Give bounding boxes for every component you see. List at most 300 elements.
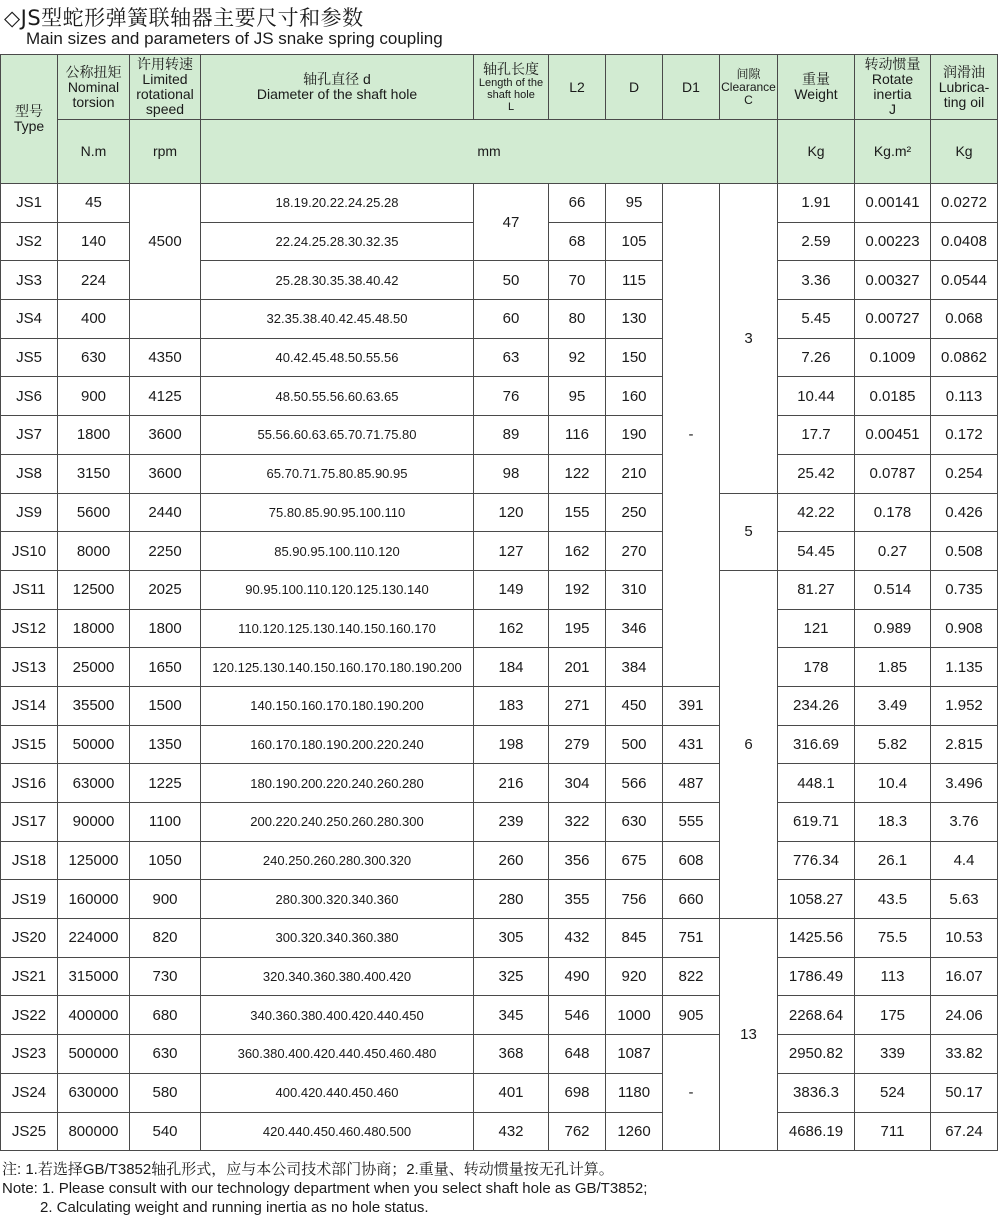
cell-dia: 180.190.200.220.240.260.280 xyxy=(201,764,474,803)
cell-d1: 487 xyxy=(663,764,720,803)
cell-type: JS3 xyxy=(1,261,58,300)
cell-oil: 33.82 xyxy=(931,1035,998,1074)
cell-j: 5.82 xyxy=(855,725,931,764)
cell-type: JS20 xyxy=(1,919,58,958)
cell-len: 149 xyxy=(474,570,549,609)
cell-l2: 92 xyxy=(549,338,606,377)
cell-d: 1000 xyxy=(606,996,663,1035)
cell-type: JS14 xyxy=(1,686,58,725)
cell-d1: 555 xyxy=(663,803,720,842)
cell-speed: 900 xyxy=(130,880,201,919)
cell-w: 1786.49 xyxy=(778,957,855,996)
note-en-2: 2. Calculating weight and running inertia as no hole status. xyxy=(40,1199,429,1216)
cell-w: 54.45 xyxy=(778,532,855,571)
cell-d: 190 xyxy=(606,416,663,455)
cell-type: JS16 xyxy=(1,764,58,803)
cell-w: 7.26 xyxy=(778,338,855,377)
cell-type: JS4 xyxy=(1,300,58,339)
spec-table xyxy=(0,54,998,1151)
cell-w: 316.69 xyxy=(778,725,855,764)
cell-d: 270 xyxy=(606,532,663,571)
cell-l2: 271 xyxy=(549,686,606,725)
cell-torsion: 800000 xyxy=(58,1112,130,1151)
cell-dia: 25.28.30.35.38.40.42 xyxy=(201,261,474,300)
cell-oil: 3.496 xyxy=(931,764,998,803)
cell-speed: 2440 xyxy=(130,493,201,532)
cell-d: 500 xyxy=(606,725,663,764)
cell-len: 127 xyxy=(474,532,549,571)
cell-dia: 360.380.400.420.440.450.460.480 xyxy=(201,1035,474,1074)
cell-torsion: 630 xyxy=(58,338,130,377)
cell-type: JS25 xyxy=(1,1112,58,1151)
cell-j: 1.85 xyxy=(855,648,931,687)
table-row xyxy=(1,377,998,416)
cell-speed: 2250 xyxy=(130,532,201,571)
cell-j: 0.00223 xyxy=(855,222,931,261)
cell-d: 160 xyxy=(606,377,663,416)
cell-dia: 140.150.160.170.180.190.200 xyxy=(201,686,474,725)
cell-speed: 580 xyxy=(130,1073,201,1112)
table-row xyxy=(1,880,998,919)
cell-speed: 3600 xyxy=(130,454,201,493)
cell-d: 1260 xyxy=(606,1112,663,1151)
table-row xyxy=(1,338,998,377)
header-l2: L2 xyxy=(549,55,606,120)
cell-d: 105 xyxy=(606,222,663,261)
cell-d1: 751 xyxy=(663,919,720,958)
cell-oil: 16.07 xyxy=(931,957,998,996)
cell-d1: - xyxy=(663,1035,720,1151)
cell-speed: 2025 xyxy=(130,570,201,609)
cell-len: 432 xyxy=(474,1112,549,1151)
cell-l2: 116 xyxy=(549,416,606,455)
cell-j: 18.3 xyxy=(855,803,931,842)
cell-torsion: 900 xyxy=(58,377,130,416)
cell-j: 0.0787 xyxy=(855,454,931,493)
cell-type: JS12 xyxy=(1,609,58,648)
cell-speed: 680 xyxy=(130,996,201,1035)
cell-speed: 820 xyxy=(130,919,201,958)
cell-torsion: 500000 xyxy=(58,1035,130,1074)
cell-w: 2268.64 xyxy=(778,996,855,1035)
cell-oil: 0.0544 xyxy=(931,261,998,300)
cell-torsion: 125000 xyxy=(58,841,130,880)
cell-dia: 340.360.380.400.420.440.450 xyxy=(201,996,474,1035)
cell-w: 3836.3 xyxy=(778,1073,855,1112)
cell-speed: 4350 xyxy=(130,338,201,377)
cell-oil: 3.76 xyxy=(931,803,998,842)
header-diameter: 轴孔直径 d Diameter of the shaft hole xyxy=(201,55,474,120)
cell-j: 175 xyxy=(855,996,931,1035)
table-body xyxy=(1,184,998,1151)
table-row xyxy=(1,686,998,725)
unit-mm: mm xyxy=(201,120,778,184)
cell-type: JS7 xyxy=(1,416,58,455)
cell-dia: 240.250.260.280.300.320 xyxy=(201,841,474,880)
cell-j: 0.0185 xyxy=(855,377,931,416)
cell-w: 448.1 xyxy=(778,764,855,803)
cell-len: 63 xyxy=(474,338,549,377)
notes xyxy=(2,1160,647,1217)
cell-oil: 0.254 xyxy=(931,454,998,493)
cell-torsion: 3150 xyxy=(58,454,130,493)
cell-w: 1425.56 xyxy=(778,919,855,958)
cell-d: 845 xyxy=(606,919,663,958)
cell-l2: 546 xyxy=(549,996,606,1035)
cell-j: 0.00327 xyxy=(855,261,931,300)
cell-d: 675 xyxy=(606,841,663,880)
cell-type: JS11 xyxy=(1,570,58,609)
cell-w: 1.91 xyxy=(778,184,855,223)
cell-type: JS22 xyxy=(1,996,58,1035)
note-en-1: Note: 1. Please consult with our technology department when you select shaft hole as GB/T3852; xyxy=(2,1180,648,1197)
cell-oil: 0.172 xyxy=(931,416,998,455)
cell-len: 401 xyxy=(474,1073,549,1112)
table-row xyxy=(1,454,998,493)
cell-torsion: 63000 xyxy=(58,764,130,803)
cell-type: JS21 xyxy=(1,957,58,996)
cell-d1: 660 xyxy=(663,880,720,919)
note-zh: 注: 1.若选择GB/T3852轴孔形式，应与本公司技术部门协商；2.重量、转动惯量按无孔计算。 xyxy=(2,1161,614,1178)
cell-dia: 160.170.180.190.200.220.240 xyxy=(201,725,474,764)
cell-w: 2950.82 xyxy=(778,1035,855,1074)
cell-oil: 0.0272 xyxy=(931,184,998,223)
cell-type: JS10 xyxy=(1,532,58,571)
table-row xyxy=(1,841,998,880)
cell-j: 0.00451 xyxy=(855,416,931,455)
header-length: 轴孔长度 Length of the shaft hole L xyxy=(474,55,549,120)
cell-oil: 0.0408 xyxy=(931,222,998,261)
table-row xyxy=(1,957,998,996)
cell-torsion: 224000 xyxy=(58,919,130,958)
cell-c: 5 xyxy=(720,493,778,570)
cell-d: 210 xyxy=(606,454,663,493)
table-row xyxy=(1,184,998,223)
cell-type: JS1 xyxy=(1,184,58,223)
cell-j: 10.4 xyxy=(855,764,931,803)
cell-type: JS13 xyxy=(1,648,58,687)
cell-torsion: 8000 xyxy=(58,532,130,571)
cell-torsion: 1800 xyxy=(58,416,130,455)
cell-l2: 432 xyxy=(549,919,606,958)
cell-c: 6 xyxy=(720,570,778,918)
cell-speed: 730 xyxy=(130,957,201,996)
cell-c: 13 xyxy=(720,919,778,1151)
header-weight: 重量 Weight xyxy=(778,55,855,120)
header-type: 型号 Type xyxy=(1,55,58,184)
cell-d: 1087 xyxy=(606,1035,663,1074)
cell-w: 17.7 xyxy=(778,416,855,455)
cell-d: 566 xyxy=(606,764,663,803)
cell-d1: 905 xyxy=(663,996,720,1035)
cell-len: 345 xyxy=(474,996,549,1035)
cell-len: 305 xyxy=(474,919,549,958)
cell-l2: 192 xyxy=(549,570,606,609)
cell-type: JS8 xyxy=(1,454,58,493)
cell-torsion: 400 xyxy=(58,300,130,339)
cell-len: 162 xyxy=(474,609,549,648)
cell-d1: - xyxy=(663,184,720,687)
cell-l2: 762 xyxy=(549,1112,606,1151)
unit-weight: Kg xyxy=(778,120,855,184)
cell-len: 260 xyxy=(474,841,549,880)
cell-oil: 4.4 xyxy=(931,841,998,880)
cell-len: 216 xyxy=(474,764,549,803)
table-row xyxy=(1,300,998,339)
cell-l2: 648 xyxy=(549,1035,606,1074)
cell-l2: 201 xyxy=(549,648,606,687)
cell-torsion: 35500 xyxy=(58,686,130,725)
cell-torsion: 45 xyxy=(58,184,130,223)
cell-w: 81.27 xyxy=(778,570,855,609)
table-row xyxy=(1,996,998,1035)
cell-type: JS15 xyxy=(1,725,58,764)
cell-len: 368 xyxy=(474,1035,549,1074)
cell-j: 0.514 xyxy=(855,570,931,609)
cell-len: 239 xyxy=(474,803,549,842)
table-row xyxy=(1,725,998,764)
cell-type: JS18 xyxy=(1,841,58,880)
cell-j: 0.27 xyxy=(855,532,931,571)
cell-dia: 320.340.360.380.400.420 xyxy=(201,957,474,996)
cell-torsion: 160000 xyxy=(58,880,130,919)
page-title-zh: ◇JS型蛇形弹簧联轴器主要尺寸和参数 xyxy=(4,6,364,30)
cell-c: 3 xyxy=(720,184,778,494)
cell-w: 3.36 xyxy=(778,261,855,300)
cell-dia: 300.320.340.360.380 xyxy=(201,919,474,958)
cell-speed: 3600 xyxy=(130,416,201,455)
cell-l2: 355 xyxy=(549,880,606,919)
cell-j: 0.00727 xyxy=(855,300,931,339)
cell-type: JS17 xyxy=(1,803,58,842)
cell-len: 280 xyxy=(474,880,549,919)
cell-l2: 356 xyxy=(549,841,606,880)
header-d: D xyxy=(606,55,663,120)
cell-torsion: 630000 xyxy=(58,1073,130,1112)
cell-l2: 95 xyxy=(549,377,606,416)
cell-l2: 279 xyxy=(549,725,606,764)
cell-speed: 1350 xyxy=(130,725,201,764)
cell-j: 3.49 xyxy=(855,686,931,725)
cell-w: 619.71 xyxy=(778,803,855,842)
cell-d: 346 xyxy=(606,609,663,648)
cell-d: 115 xyxy=(606,261,663,300)
header-inertia: 转动惯量 Rotate inertia J xyxy=(855,55,931,120)
cell-d: 920 xyxy=(606,957,663,996)
cell-torsion: 25000 xyxy=(58,648,130,687)
cell-dia: 18.19.20.22.24.25.28 xyxy=(201,184,474,223)
cell-l2: 66 xyxy=(549,184,606,223)
cell-torsion: 224 xyxy=(58,261,130,300)
cell-oil: 24.06 xyxy=(931,996,998,1035)
cell-d: 756 xyxy=(606,880,663,919)
cell-len: 76 xyxy=(474,377,549,416)
table-row xyxy=(1,532,998,571)
cell-speed: 1800 xyxy=(130,609,201,648)
cell-d1: 391 xyxy=(663,686,720,725)
cell-torsion: 90000 xyxy=(58,803,130,842)
cell-d: 1180 xyxy=(606,1073,663,1112)
cell-w: 1058.27 xyxy=(778,880,855,919)
cell-j: 43.5 xyxy=(855,880,931,919)
cell-dia: 120.125.130.140.150.160.170.180.190.200 xyxy=(201,648,474,687)
cell-oil: 67.24 xyxy=(931,1112,998,1151)
cell-speed: 1050 xyxy=(130,841,201,880)
cell-torsion: 315000 xyxy=(58,957,130,996)
cell-oil: 0.0862 xyxy=(931,338,998,377)
cell-type: JS9 xyxy=(1,493,58,532)
cell-oil: 1.952 xyxy=(931,686,998,725)
header-torsion: 公称扭矩 Nominal torsion xyxy=(58,55,130,120)
table-row xyxy=(1,764,998,803)
cell-oil: 0.735 xyxy=(931,570,998,609)
cell-torsion: 140 xyxy=(58,222,130,261)
cell-dia: 400.420.440.450.460 xyxy=(201,1073,474,1112)
cell-len: 120 xyxy=(474,493,549,532)
cell-l2: 122 xyxy=(549,454,606,493)
header-speed: 许用转速 Limited rotational speed xyxy=(130,55,201,120)
cell-w: 42.22 xyxy=(778,493,855,532)
cell-oil: 5.63 xyxy=(931,880,998,919)
cell-w: 121 xyxy=(778,609,855,648)
cell-l2: 698 xyxy=(549,1073,606,1112)
table-row xyxy=(1,609,998,648)
cell-d1: 431 xyxy=(663,725,720,764)
cell-dia: 65.70.71.75.80.85.90.95 xyxy=(201,454,474,493)
cell-dia: 48.50.55.56.60.63.65 xyxy=(201,377,474,416)
cell-speed: 1100 xyxy=(130,803,201,842)
cell-dia: 90.95.100.110.120.125.130.140 xyxy=(201,570,474,609)
cell-oil: 2.815 xyxy=(931,725,998,764)
cell-len: 89 xyxy=(474,416,549,455)
cell-len: 98 xyxy=(474,454,549,493)
page-title-en: Main sizes and parameters of JS snake spring coupling xyxy=(26,29,443,48)
cell-l2: 195 xyxy=(549,609,606,648)
cell-oil: 0.426 xyxy=(931,493,998,532)
cell-len: 60 xyxy=(474,300,549,339)
cell-j: 0.00141 xyxy=(855,184,931,223)
cell-l2: 162 xyxy=(549,532,606,571)
cell-type: JS19 xyxy=(1,880,58,919)
cell-len: 325 xyxy=(474,957,549,996)
cell-d: 250 xyxy=(606,493,663,532)
cell-d: 130 xyxy=(606,300,663,339)
cell-speed: 1225 xyxy=(130,764,201,803)
table-row xyxy=(1,1035,998,1074)
cell-speed: 1650 xyxy=(130,648,201,687)
table-row xyxy=(1,493,998,532)
cell-len: 50 xyxy=(474,261,549,300)
cell-speed: 540 xyxy=(130,1112,201,1151)
cell-l2: 490 xyxy=(549,957,606,996)
cell-oil: 50.17 xyxy=(931,1073,998,1112)
cell-dia: 55.56.60.63.65.70.71.75.80 xyxy=(201,416,474,455)
cell-speed xyxy=(130,300,201,339)
cell-j: 113 xyxy=(855,957,931,996)
cell-len: 184 xyxy=(474,648,549,687)
cell-torsion: 400000 xyxy=(58,996,130,1035)
cell-d1: 608 xyxy=(663,841,720,880)
cell-w: 4686.19 xyxy=(778,1112,855,1151)
cell-oil: 0.068 xyxy=(931,300,998,339)
cell-dia: 32.35.38.40.42.45.48.50 xyxy=(201,300,474,339)
cell-dia: 22.24.25.28.30.32.35 xyxy=(201,222,474,261)
header-oil: 润滑油 Lubrica-ting oil xyxy=(931,55,998,120)
unit-inertia: Kg.m² xyxy=(855,120,931,184)
cell-l2: 80 xyxy=(549,300,606,339)
cell-w: 5.45 xyxy=(778,300,855,339)
cell-j: 0.178 xyxy=(855,493,931,532)
cell-d: 150 xyxy=(606,338,663,377)
cell-torsion: 18000 xyxy=(58,609,130,648)
cell-j: 0.1009 xyxy=(855,338,931,377)
cell-len: 198 xyxy=(474,725,549,764)
cell-torsion: 12500 xyxy=(58,570,130,609)
cell-dia: 110.120.125.130.140.150.160.170 xyxy=(201,609,474,648)
table-row xyxy=(1,919,998,958)
cell-type: JS5 xyxy=(1,338,58,377)
cell-w: 178 xyxy=(778,648,855,687)
cell-speed: 4125 xyxy=(130,377,201,416)
cell-torsion: 5600 xyxy=(58,493,130,532)
cell-type: JS2 xyxy=(1,222,58,261)
cell-oil: 1.135 xyxy=(931,648,998,687)
cell-w: 234.26 xyxy=(778,686,855,725)
table-row xyxy=(1,803,998,842)
cell-j: 524 xyxy=(855,1073,931,1112)
cell-type: JS6 xyxy=(1,377,58,416)
cell-d1: 822 xyxy=(663,957,720,996)
cell-len: 183 xyxy=(474,686,549,725)
cell-l2: 68 xyxy=(549,222,606,261)
cell-w: 776.34 xyxy=(778,841,855,880)
table-row xyxy=(1,1073,998,1112)
cell-w: 25.42 xyxy=(778,454,855,493)
cell-type: JS24 xyxy=(1,1073,58,1112)
table-row xyxy=(1,1112,998,1151)
cell-j: 75.5 xyxy=(855,919,931,958)
cell-speed: 630 xyxy=(130,1035,201,1074)
table-row xyxy=(1,648,998,687)
cell-dia: 85.90.95.100.110.120 xyxy=(201,532,474,571)
cell-l2: 322 xyxy=(549,803,606,842)
cell-oil: 0.113 xyxy=(931,377,998,416)
table-row xyxy=(1,570,998,609)
cell-j: 26.1 xyxy=(855,841,931,880)
cell-w: 2.59 xyxy=(778,222,855,261)
header-clearance: 间隙 Clearance C xyxy=(720,55,778,120)
cell-speed: 1500 xyxy=(130,686,201,725)
cell-j: 711 xyxy=(855,1112,931,1151)
cell-d: 450 xyxy=(606,686,663,725)
cell-dia: 40.42.45.48.50.55.56 xyxy=(201,338,474,377)
cell-l2: 70 xyxy=(549,261,606,300)
cell-l2: 304 xyxy=(549,764,606,803)
cell-oil: 0.508 xyxy=(931,532,998,571)
cell-d: 95 xyxy=(606,184,663,223)
header-d1: D1 xyxy=(663,55,720,120)
cell-d: 384 xyxy=(606,648,663,687)
cell-torsion: 50000 xyxy=(58,725,130,764)
unit-torsion: N.m xyxy=(58,120,130,184)
cell-oil: 10.53 xyxy=(931,919,998,958)
cell-dia: 420.440.450.460.480.500 xyxy=(201,1112,474,1151)
cell-dia: 280.300.320.340.360 xyxy=(201,880,474,919)
table-row xyxy=(1,416,998,455)
cell-w: 10.44 xyxy=(778,377,855,416)
cell-len: 47 xyxy=(474,184,549,261)
unit-speed: rpm xyxy=(130,120,201,184)
